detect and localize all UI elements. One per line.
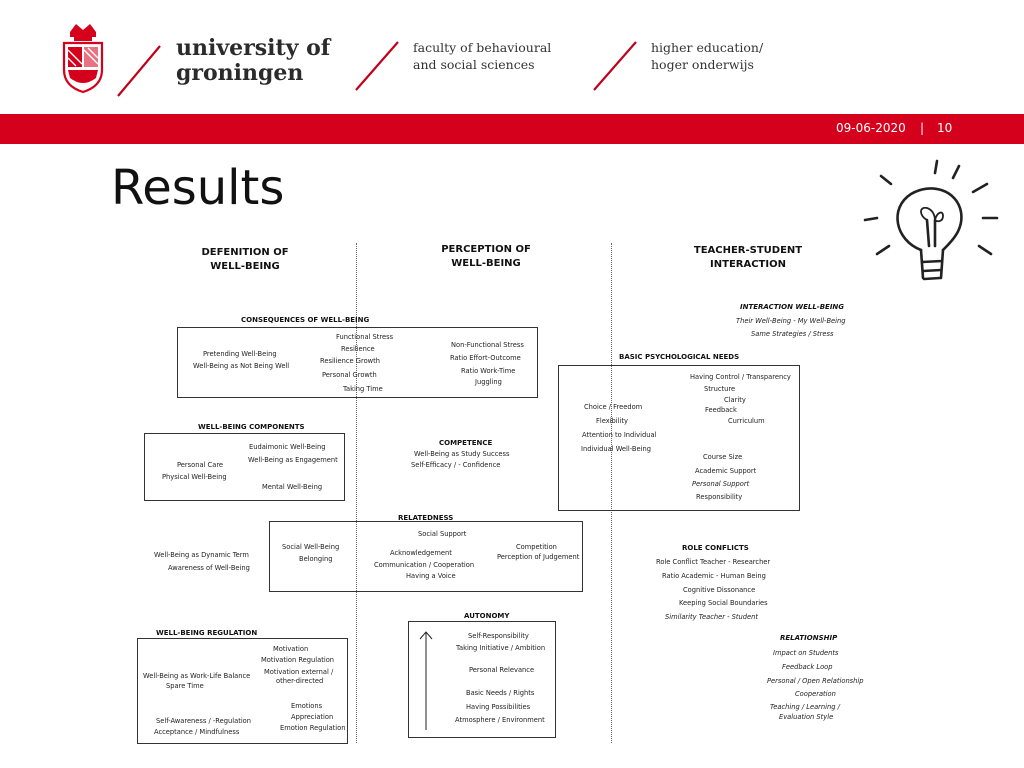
regulation-item: Motivation Regulation — [261, 656, 335, 664]
consequence-item: Non-Functional Stress — [451, 341, 524, 349]
regulation-item: Motivation external / — [264, 668, 334, 676]
slide-title: Results — [111, 160, 285, 216]
consequence-item: Functional Stress — [336, 333, 394, 341]
interaction-item: Their Well-Being - My Well-Being — [736, 317, 846, 325]
component-item: Well-Being as Engagement — [248, 456, 338, 464]
date-separator: | — [920, 121, 925, 135]
regulation-item: other-directed — [276, 677, 324, 685]
regulation-item: Emotions — [291, 702, 323, 710]
relatedness-item: Social Well-Being — [282, 543, 340, 551]
regulation-item: Well-Being as Work-Life Balance — [143, 672, 251, 680]
consequence-item: Taking Time — [343, 385, 383, 393]
consequence-item: Juggling — [475, 378, 502, 386]
relatedness-item: Perception of Judgement — [497, 553, 580, 561]
needs-item: Course Size — [703, 453, 743, 461]
up-arrow-icon — [419, 629, 433, 732]
header-slash-3 — [591, 40, 639, 92]
autonomy-item: Self-Responsibility — [468, 632, 529, 640]
relationship-item: Personal / Open Relationship — [767, 677, 864, 685]
consequence-item: Ratio Work-Time — [461, 367, 516, 375]
header-slash-1 — [115, 44, 163, 98]
dept-line2: hoger onderwijs — [651, 57, 754, 72]
needs-item: Having Control / Transparency — [690, 373, 791, 381]
relatedness-item: Acknowledgement — [390, 549, 452, 557]
conflicts-title: ROLE CONFLICTS — [682, 544, 749, 552]
page-number: 10 — [937, 121, 953, 135]
needs-item: Clarity — [724, 396, 746, 404]
competence-title: COMPETENCE — [439, 439, 493, 447]
regulation-item: Acceptance / Mindfulness — [154, 728, 240, 736]
relationship-item: Teaching / Learning / — [770, 703, 840, 711]
interaction-title: INTERACTION WELL-BEING — [740, 303, 845, 311]
consequence-item: Pretending Well-Being — [203, 350, 277, 358]
competence-item: Self-Efficacy / - Confidence — [411, 461, 501, 469]
conflicts-item: Keeping Social Boundaries — [679, 599, 768, 607]
faculty-line2: and social sciences — [413, 57, 535, 72]
needs-item: Responsibility — [696, 493, 743, 501]
regulation-item: Motivation — [273, 645, 309, 653]
needs-item: Personal Support — [692, 480, 750, 488]
component-item: Personal Care — [177, 461, 224, 469]
relatedness-item: Belonging — [299, 555, 333, 563]
column-heading-definition — [201, 246, 288, 274]
components-title: WELL-BEING COMPONENTS — [198, 423, 305, 431]
autonomy-item: Atmosphere / Environment — [455, 716, 545, 724]
relatedness-item: Well-Being as Dynamic Term — [154, 551, 249, 559]
lightbulb-icon — [855, 158, 1000, 298]
relatedness-item: Having a Voice — [406, 572, 456, 580]
needs-item: Flexibility — [596, 417, 628, 425]
needs-item: Feedback — [705, 406, 737, 414]
relatedness-item: Social Support — [418, 530, 467, 538]
relatedness-item: Communication / Cooperation — [374, 561, 475, 569]
needs-title: BASIC PSYCHOLOGICAL NEEDS — [619, 353, 740, 361]
relatedness-title: RELATEDNESS — [398, 514, 454, 522]
consequence-item: Personal Growth — [322, 371, 377, 379]
column-heading-perception — [441, 243, 531, 271]
autonomy-title: AUTONOMY — [464, 612, 510, 620]
relationship-item: Feedback Loop — [782, 663, 833, 671]
regulation-title: WELL-BEING REGULATION — [156, 629, 258, 637]
autonomy-item: Taking Initiative / Ambition — [456, 644, 546, 652]
faculty-line1: faculty of behavioural — [413, 40, 552, 55]
relatedness-item: Awareness of Well-Being — [168, 564, 250, 572]
header-slash-2 — [353, 40, 401, 92]
conflicts-item: Cognitive Dissonance — [683, 586, 756, 594]
needs-item: Academic Support — [695, 467, 757, 475]
competence-item: Well-Being as Study Success — [414, 450, 510, 458]
relationship-item: Evaluation Style — [779, 713, 834, 721]
needs-item: Choice / Freedom — [584, 403, 643, 411]
needs-item: Curriculum — [728, 417, 765, 425]
dept-line1: higher education/ — [651, 40, 764, 55]
autonomy-item: Personal Relevance — [469, 666, 535, 674]
consequence-item: Resilience — [341, 345, 375, 353]
consequence-item: Ratio Effort-Outcome — [450, 354, 521, 362]
brand-line1: university of — [176, 35, 331, 61]
col1-title-line2: WELL-BEING — [210, 261, 280, 272]
regulation-item: Spare Time — [166, 682, 204, 690]
autonomy-item: Basic Needs / Rights — [466, 689, 535, 697]
col3-title-line2: INTERACTION — [710, 259, 786, 270]
relationship-item: Cooperation — [795, 690, 836, 698]
interaction-item: Same Strategies / Stress — [751, 330, 834, 338]
autonomy-item: Having Possibilities — [466, 703, 531, 711]
needs-item: Attention to Individual — [582, 431, 657, 439]
needs-item: Structure — [704, 385, 736, 393]
consequence-item: Resilience Growth — [320, 357, 380, 365]
regulation-item: Self-Awareness / -Regulation — [156, 717, 252, 725]
component-item: Mental Well-Being — [262, 483, 323, 491]
conflicts-item: Similarity Teacher - Student — [665, 613, 758, 621]
conflicts-item: Role Conflict Teacher - Researcher — [656, 558, 771, 566]
relationship-title: RELATIONSHIP — [780, 634, 838, 642]
conflicts-item: Ratio Academic - Human Being — [662, 572, 766, 580]
column-heading-interaction — [694, 244, 802, 272]
col2-title-line1: PERCEPTION OF — [441, 244, 531, 255]
regulation-item: Emotion Regulation — [280, 724, 346, 732]
col1-title-line1: DEFENITION OF — [201, 247, 289, 258]
brand-line2: groningen — [176, 60, 304, 86]
regulation-item: Appreciation — [291, 713, 334, 721]
university-crest-icon — [58, 20, 108, 94]
needs-item: Individual Well-Being — [581, 445, 651, 453]
consequences-title: CONSEQUENCES OF WELL-BEING — [241, 316, 370, 324]
slide-date: 09-06-2020 — [836, 121, 906, 135]
relatedness-item: Competition — [516, 543, 557, 551]
col2-title-line2: WELL-BEING — [451, 258, 521, 269]
component-item: Physical Well-Being — [162, 473, 227, 481]
component-item: Eudaimonic Well-Being — [249, 443, 326, 451]
col3-title-line1: TEACHER-STUDENT — [693, 245, 803, 256]
relationship-item: Impact on Students — [773, 649, 839, 657]
consequence-item: Well-Being as Not Being Well — [193, 362, 290, 370]
